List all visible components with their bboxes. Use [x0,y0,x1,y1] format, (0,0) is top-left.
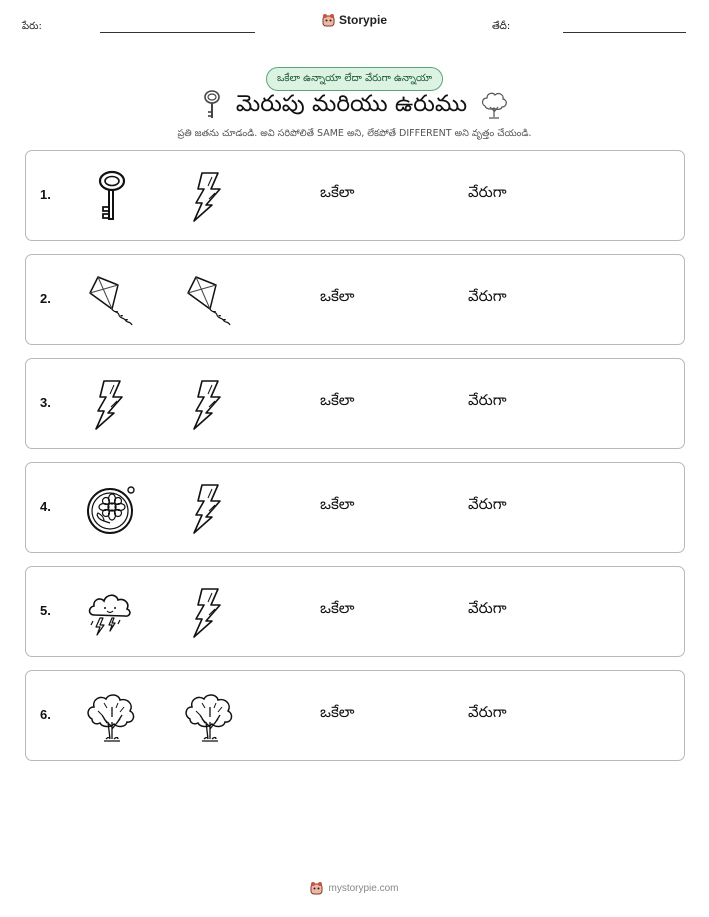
worksheet-type-badge: ఒకేలా ఉన్నాయా లేదా వేరుగా ఉన్నాయా [266,67,443,91]
tree-icon [479,90,509,120]
different-option[interactable]: వేరుగా [468,495,507,513]
storypie-logo-icon [322,13,335,27]
right-picture [182,481,238,537]
key-icon [200,90,224,120]
same-option[interactable]: ఒకేలా [320,391,355,409]
different-option[interactable]: వేరుగా [468,703,507,721]
lightning-icon [182,585,238,641]
question-list [25,150,685,774]
lightning-icon [182,481,238,537]
brand-name: Storypie [338,13,387,27]
name-label: పేరు: [22,21,42,32]
different-option[interactable]: వేరుగా [468,599,507,617]
kite-icon [84,273,140,329]
title-row [0,90,709,124]
date-line[interactable] [563,32,686,33]
question-number: 5. [40,603,51,618]
left-picture [84,273,140,329]
same-option[interactable]: ఒకేలా [320,287,355,305]
right-picture [182,273,238,329]
instructions: ప్రతి జతను చూడండి. అవి సరిపోలితే SAME అని, లేకపోతే DIFFERENT అని వృత్తం చేయండి. [177,128,532,139]
right-picture [182,585,238,641]
question-number: 6. [40,707,51,722]
tree-icon [84,689,140,745]
left-picture [84,169,140,225]
question-number: 2. [40,291,51,306]
left-picture [84,481,140,537]
tree-icon [182,689,238,745]
left-picture [84,585,140,641]
same-option[interactable]: ఒకేలా [320,495,355,513]
worksheet-type-badge-wrap [0,66,709,91]
kite-icon [182,273,238,329]
storm-cloud-icon [84,585,140,641]
same-option[interactable]: ఒకేలా [320,599,355,617]
storypie-logo-icon [310,881,323,895]
same-option[interactable]: ఒకేలా [320,183,355,201]
flower-badge-icon [84,481,140,537]
question-row [25,254,685,345]
question-row [25,670,685,761]
question-row [25,150,685,241]
lightning-icon [182,377,238,433]
lightning-icon [84,377,140,433]
right-picture [182,689,238,745]
different-option[interactable]: వేరుగా [468,287,507,305]
key-icon [84,169,140,225]
lightning-icon [182,169,238,225]
page-title: మెరుపు మరియు ఉరుము [235,91,468,117]
question-number: 3. [40,395,51,410]
left-picture [84,689,140,745]
same-option[interactable]: ఒకేలా [320,703,355,721]
question-number: 1. [40,187,51,202]
title-left-icon [200,90,224,124]
right-picture [182,169,238,225]
left-picture [84,377,140,433]
date-label: తేదీ: [492,21,511,32]
question-number: 4. [40,499,51,514]
name-line[interactable] [100,32,255,33]
question-row [25,462,685,553]
question-row [25,566,685,657]
different-option[interactable]: వేరుగా [468,391,507,409]
different-option[interactable]: వేరుగా [468,183,507,201]
brand-header [0,12,709,31]
question-row [25,358,685,449]
footer-url[interactable]: mystorypie.com [328,882,399,894]
title-right-icon [479,90,509,124]
footer [0,881,709,895]
right-picture [182,377,238,433]
